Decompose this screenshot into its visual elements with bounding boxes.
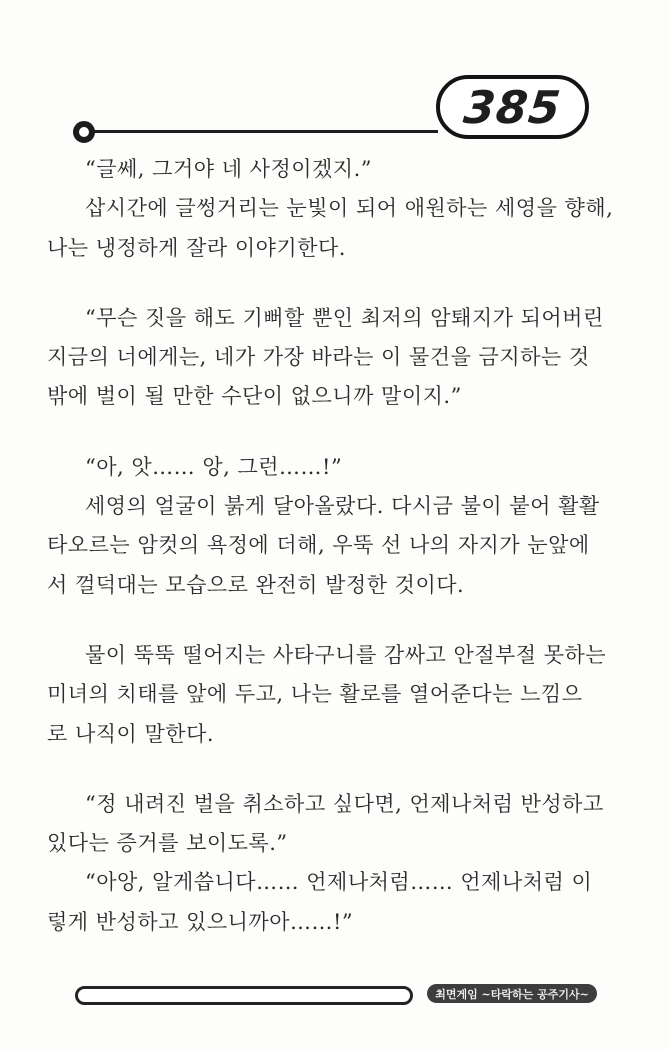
- text-line: 삽시간에 글썽거리는 눈빛이 되어 애원하는 세영을 향해,: [85, 196, 614, 221]
- paragraph: [47, 487, 637, 605]
- text-line: 있다는 증거를 보이도록.”: [47, 831, 288, 856]
- text-line: 서 껄덕대는 모습으로 완전히 발정한 것이다.: [47, 572, 465, 597]
- text-line: “아, 앗…… 앙, 그런……!”: [85, 454, 343, 479]
- page-number: 385: [461, 80, 564, 134]
- text-line: “정 내려진 벌을 취소하고 싶다면, 언제나처럼 반성하고: [85, 791, 604, 816]
- book-title-badge: [427, 984, 597, 1003]
- text-line: 물이 뚝뚝 떨어지는 사타구니를 감싸고 안절부절 못하는: [85, 642, 607, 667]
- text-line: 밖에 벌이 될 만한 수단이 없으니까 말이지.”: [47, 384, 462, 409]
- paragraph: [47, 189, 637, 268]
- header-rule-line: [92, 130, 438, 133]
- paragraph: [47, 785, 637, 864]
- text-line: “글쎄, 그거야 네 사정이겠지.”: [85, 157, 372, 181]
- text-line: 미녀의 치태를 앞에 두고, 나는 활로를 열어준다는 느낌으: [47, 682, 583, 707]
- body-text: [47, 150, 637, 942]
- text-line: “아앙, 알게씁니다…… 언제나처럼…… 언제나처럼 이: [85, 870, 593, 895]
- text-line: 세영의 얼굴이 붉게 달아올랐다. 다시금 불이 붙어 활활: [85, 494, 600, 519]
- footer-empty-box: [75, 986, 413, 1005]
- paragraph: [47, 150, 637, 189]
- page-number-badge: [436, 75, 589, 139]
- text-line: 렇게 반성하고 있으니까아……!”: [47, 909, 354, 934]
- text-line: 나는 냉정하게 잘라 이야기한다.: [47, 235, 346, 260]
- book-title: 최면게임 ~타락하는 공주기사~: [435, 987, 589, 1001]
- paragraph: [47, 863, 637, 942]
- paragraph: [47, 448, 637, 487]
- text-line: “무슨 짓을 해도 기뻐할 뿐인 최저의 암퇘지가 되어버린: [85, 305, 604, 330]
- text-line: 지금의 너에게는, 네가 가장 바라는 이 물건을 금지하는 것: [47, 345, 590, 370]
- paragraph: [47, 636, 637, 754]
- paragraph: [47, 299, 637, 417]
- text-line: 타오르는 암컷의 욕정에 더해, 우뚝 선 나의 자지가 눈앞에: [47, 533, 590, 558]
- text-line: 로 나직이 말한다.: [47, 721, 215, 746]
